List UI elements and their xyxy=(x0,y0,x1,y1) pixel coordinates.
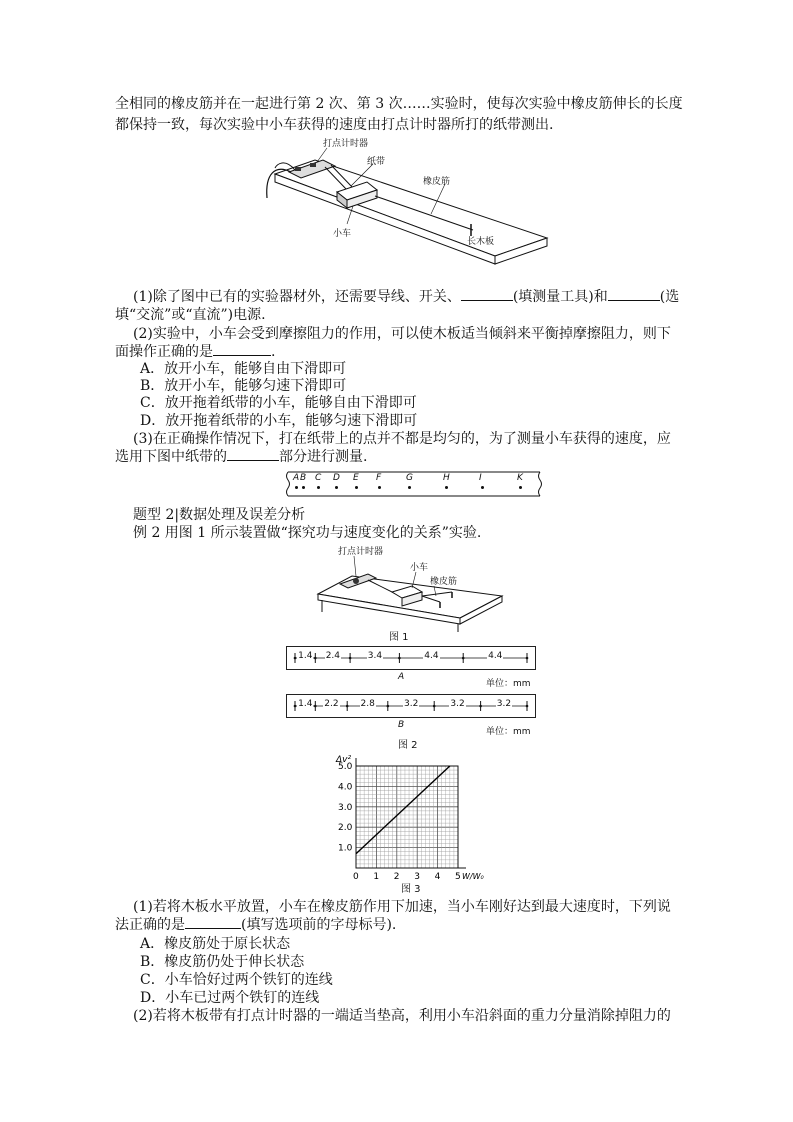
tape-point-label-H: H xyxy=(443,473,450,483)
apparatus-figure xyxy=(255,134,555,276)
q1-part3-line2 xyxy=(115,448,367,466)
strip-b-unit: 单位：mm xyxy=(486,727,531,737)
strip-a-segment-value-2: 3.4 xyxy=(367,651,383,661)
q1-part2-text: 面操作正确的是 xyxy=(115,344,213,360)
tape-dot-H xyxy=(445,486,448,489)
q2-option-d: D．小车已过两个铁钉的连线 xyxy=(140,990,320,1006)
y-tick-label-2: 3.0 xyxy=(338,802,353,813)
label-timer: 打点计时器 xyxy=(323,139,369,149)
y-tick-label-0: 1.0 xyxy=(338,843,353,854)
q2-part1-text-b: (填写选项前的字母标号). xyxy=(241,917,397,933)
strip-a-segment-value-4: 4.4 xyxy=(488,651,503,661)
tape-dot-C xyxy=(317,486,320,489)
tape-dot-K xyxy=(519,486,522,489)
figure3-chart xyxy=(330,752,500,880)
strip-a-dot-3 xyxy=(398,657,401,660)
tape-point-label-B: B xyxy=(300,473,307,483)
tape-point-label-E: E xyxy=(353,473,359,483)
chart-svg xyxy=(330,752,500,880)
answer-blank-tape-part[interactable] xyxy=(227,448,279,461)
tape-dot-F xyxy=(378,486,381,489)
figure3-caption: 图 3 xyxy=(401,884,421,895)
y-axis-label: Δv² xyxy=(336,755,352,765)
tape-point-label-F: F xyxy=(376,473,382,483)
q1-part2-line2 xyxy=(115,343,275,361)
strip-b-segment-value-4: 3.2 xyxy=(450,699,465,709)
strip-a-dot-0 xyxy=(294,657,297,660)
q2-part1-text-a: 法正确的是 xyxy=(115,917,185,933)
example-2-line: 例 2 用图 1 所示装置做“探究功与速度变化的关系”实验. xyxy=(133,525,482,541)
tape-point-label-I: I xyxy=(479,473,482,483)
q1-part1-text-a: (1)除了图中已有的实验器材外，还需要导线、开关、 xyxy=(133,289,461,305)
strip-b-segment-value-3: 3.2 xyxy=(404,699,419,709)
strip-b-dot-2 xyxy=(346,705,349,708)
strip-b xyxy=(286,694,536,718)
intro-line-1: 全相同的橡皮筋并在一起进行第 2 次、第 3 次……实验时，使每次实验中橡皮筋伸长的长度 xyxy=(115,96,683,112)
label-tape: 纸带 xyxy=(367,157,386,167)
strip-a-segment-value-1: 2.4 xyxy=(325,651,341,661)
fig1-label-cart: 小车 xyxy=(410,563,429,573)
strip-a-dot-4 xyxy=(462,657,465,660)
x-tick-label-4: 4 xyxy=(434,872,441,880)
q1-part1-line2: 填“交流”或“直流”)电源. xyxy=(115,307,266,323)
strip-b-dot-5 xyxy=(479,705,482,708)
tape-point-label-K: K xyxy=(517,473,523,483)
answer-blank-power[interactable] xyxy=(608,288,660,301)
x-tick-label-0: 0 xyxy=(353,872,359,880)
figure1-caption: 图 1 xyxy=(389,632,409,643)
series-line-0 xyxy=(356,766,450,854)
label-board: 长木板 xyxy=(467,237,495,247)
tape-dot-I xyxy=(481,486,484,489)
strip-a-segment-value-0: 1.4 xyxy=(298,651,313,661)
q1-part1-text-b: (填测量工具)和 xyxy=(512,289,608,305)
q1-option-b: B．放开小车，能够匀速下滑即可 xyxy=(140,378,347,394)
strip-b-name: B xyxy=(398,720,405,730)
fig1-label-band: 橡皮筋 xyxy=(430,577,458,587)
strip-b-segment-value-1: 2.2 xyxy=(324,699,339,709)
tape-dot-G xyxy=(408,486,411,489)
x-tick-label-2: 2 xyxy=(393,872,400,880)
label-band: 橡皮筋 xyxy=(423,177,451,187)
strip-a-unit: 单位：mm xyxy=(486,679,531,689)
q1-option-d: D．放开拖着纸带的小车，能够匀速下滑即可 xyxy=(140,413,418,429)
q1-part3-text-a: 选用下图中纸带的 xyxy=(115,449,227,465)
type2-heading: 题型 2|数据处理及误差分析 xyxy=(133,507,306,523)
strip-b-dot-3 xyxy=(387,705,390,708)
chart-frame xyxy=(356,766,458,868)
q2-part2-line1: (2)若将木板带有打点计时器的一端适当垫高，利用小车沿斜面的重力分量消除掉阻力的 xyxy=(133,1008,671,1024)
answer-blank-max-speed[interactable] xyxy=(185,916,241,929)
paper-tape xyxy=(284,470,546,498)
fig1-label-timer: 打点计时器 xyxy=(338,547,384,557)
label-cart: 小车 xyxy=(333,229,352,239)
strip-b-dot-4 xyxy=(433,705,436,708)
q1-option-c: C．放开拖着纸带的小车，能够自由下滑即可 xyxy=(140,395,417,411)
y-tick-label-3: 4.0 xyxy=(338,782,353,793)
x-tick-label-3: 3 xyxy=(414,872,420,880)
answer-blank-tool[interactable] xyxy=(461,288,513,301)
tape-point-label-A: A xyxy=(293,473,300,483)
strip-a-name: A xyxy=(398,672,405,682)
strip-a-dot-2 xyxy=(349,657,352,660)
strip-b-dot-6 xyxy=(526,705,529,708)
tape-point-label-D: D xyxy=(333,473,340,483)
strip-b-segment-value-2: 2.8 xyxy=(360,699,375,709)
strip-a xyxy=(286,646,536,670)
y-tick-label-1: 2.0 xyxy=(338,823,353,834)
y-tick-label-4: 5.0 xyxy=(338,762,353,772)
q1-part2-end: . xyxy=(271,344,276,360)
intro-line-2: 都保持一致，每次实验中小车获得的速度由打点计时器所打的纸带测出. xyxy=(115,117,554,133)
strip-a-dot-5 xyxy=(526,657,529,660)
apparatus-drawing xyxy=(255,134,555,276)
strip-b-dot-1 xyxy=(314,705,317,708)
tape-dot-D xyxy=(335,486,338,489)
tape-dot-E xyxy=(355,486,358,489)
paper-tape-outline xyxy=(284,470,546,498)
q1-part1-text-c: (选 xyxy=(659,289,680,305)
tape-dot-A xyxy=(295,486,298,489)
x-tick-label-5: 5 xyxy=(455,872,461,880)
strip-b-segment-value-0: 1.4 xyxy=(298,699,313,709)
q1-part3-text-b: 部分进行测量. xyxy=(279,449,368,465)
strip-a-dot-1 xyxy=(314,657,317,660)
answer-blank-friction[interactable] xyxy=(213,343,271,356)
q2-option-a: A．橡皮筋处于原长状态 xyxy=(140,936,291,952)
figure2-caption: 图 2 xyxy=(398,740,418,751)
tape-dot-B xyxy=(302,486,305,489)
q2-option-c: C．小车恰好过两个铁钉的连线 xyxy=(140,972,333,988)
q1-part2-line1: (2)实验中，小车会受到摩擦阻力的作用，可以使木板适当倾斜来平衡掉摩擦阻力，则下 xyxy=(133,326,671,342)
q2-part1-line1: (1)若将木板水平放置，小车在橡皮筋作用下加速，当小车刚好达到最大速度时，下列说 xyxy=(133,899,671,915)
tape-point-label-G: G xyxy=(406,473,413,483)
x-axis-label: W/W₀ xyxy=(462,872,484,880)
strip-b-segment-value-5: 3.2 xyxy=(496,699,512,709)
q1-part1-line1 xyxy=(133,288,679,306)
strip-a-segment-value-3: 4.4 xyxy=(424,651,439,661)
q1-part3-line1: (3)在正确操作情况下，打在纸带上的点并不都是均匀的，为了测量小车获得的速度，应 xyxy=(133,431,671,447)
q2-option-b: B．橡皮筋仍处于伸长状态 xyxy=(140,954,305,970)
q2-part1-line2 xyxy=(115,916,396,934)
tape-point-label-C: C xyxy=(315,473,322,483)
q1-option-a: A．放开小车，能够自由下滑即可 xyxy=(140,361,347,377)
figure1 xyxy=(312,542,512,638)
x-tick-label-1: 1 xyxy=(373,872,380,880)
strip-b-dot-0 xyxy=(294,705,297,708)
